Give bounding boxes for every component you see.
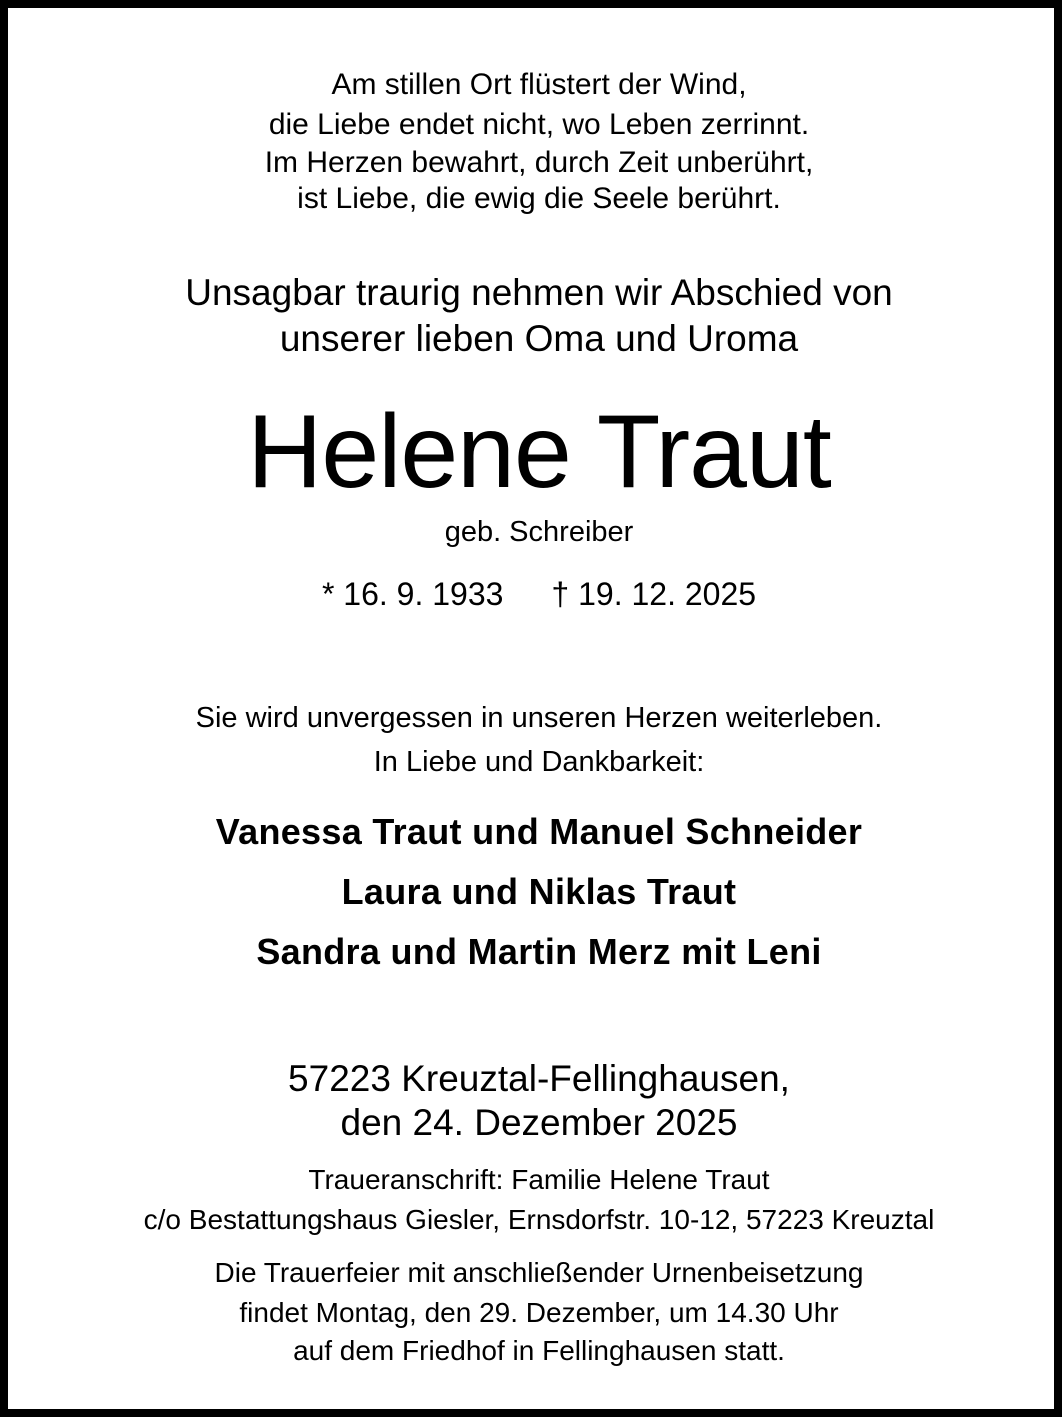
family-line-1: Vanessa Traut und Manuel Schneider — [215, 811, 863, 852]
poem-line-4: ist Liebe, die ewig die Seele berührt. — [297, 182, 781, 215]
mourning-line-1: Sie wird unvergessen in unseren Herzen weiterleben. — [195, 702, 883, 734]
ceremony-line-2: findet Montag, den 29. Dezember, um 14.30 Uhr — [239, 1297, 839, 1328]
intro-line-2: unserer lieben Oma und Uroma — [279, 318, 799, 359]
date-line: den 24. Dezember 2025 — [340, 1102, 738, 1143]
deceased-name: Helene Traut — [247, 394, 831, 510]
birth-date: * 16. 9. 1933 — [321, 576, 504, 612]
poem-line-3: Im Herzen bewahrt, durch Zeit unberührt, — [264, 146, 814, 179]
place-line: 57223 Kreuztal-Fellinghausen, — [288, 1058, 790, 1099]
poem-line-1: Am stillen Ort flüstert der Wind, — [331, 68, 747, 101]
family-line-2: Laura und Niklas Traut — [341, 871, 737, 912]
ceremony-line-1: Die Trauerfeier mit anschließender Urnenbeisetzung — [214, 1257, 864, 1288]
family-line-3: Sandra und Martin Merz mit Leni — [256, 931, 822, 972]
ceremony-line-3: auf dem Friedhof in Fellinghausen statt. — [293, 1335, 785, 1366]
address-line-1: Traueranschrift: Familie Helene Traut — [308, 1164, 770, 1195]
maiden-name: geb. Schreiber — [444, 516, 634, 548]
address-line-2: c/o Bestattungshaus Giesler, Ernsdorfstr. 10-12, 57223 Kreuztal — [143, 1204, 935, 1235]
death-date: † 19. 12. 2025 — [551, 576, 757, 612]
life-dates — [8, 574, 1062, 614]
mourning-line-2: In Liebe und Dankbarkeit: — [373, 746, 705, 778]
intro-line-1: Unsagbar traurig nehmen wir Abschied von — [185, 272, 893, 313]
poem-line-2: die Liebe endet nicht, wo Leben zerrinnt. — [268, 108, 810, 141]
